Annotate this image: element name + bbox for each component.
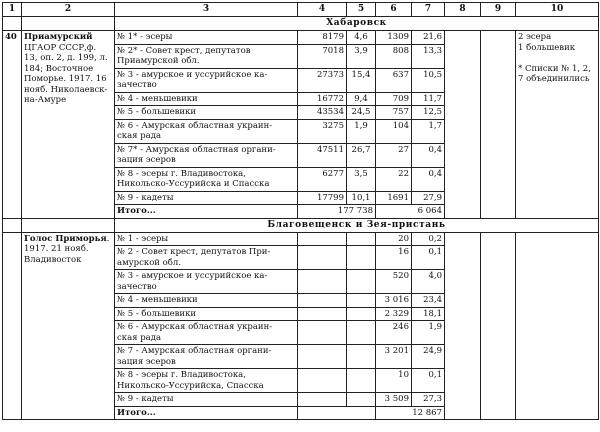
table-row bbox=[3, 232, 599, 246]
source-text: ЦГАОР СССР,ф. 13, оп. 2, д. 199, л. 184; Восточное Поморье. 1917. 16 нояб. Николаевск-на-Амуре bbox=[24, 42, 108, 105]
list-name: № 7 - Амурская областная органи- зация эсеров bbox=[115, 345, 298, 369]
header-cell: 10 bbox=[516, 3, 599, 17]
header-cell: 7 bbox=[412, 3, 445, 17]
votes-cell: 104 bbox=[376, 119, 412, 143]
votes-cell: 47511 bbox=[298, 143, 347, 167]
percent-cell: 18,1 bbox=[412, 307, 445, 321]
percent-cell: 1,9 bbox=[412, 321, 445, 345]
votes-cell: 6277 bbox=[298, 167, 347, 191]
total-votes: 12 867 bbox=[376, 406, 445, 420]
percent-cell: 4,0 bbox=[412, 270, 445, 294]
table-row bbox=[3, 31, 599, 45]
section-title-row bbox=[3, 218, 599, 232]
row-number bbox=[3, 232, 22, 420]
list-name: № 2* - Совет крест, депутатов Приамурской обл. bbox=[115, 44, 298, 68]
list-name: № 8 - эсеры г. Владивостока, Никольско-Уссурийска, Спасска bbox=[115, 369, 298, 393]
votes-cell: 246 bbox=[376, 321, 412, 345]
percent-cell: 0,2 bbox=[412, 232, 445, 246]
section-title: Благовещенск и Зея-пристань bbox=[115, 218, 599, 232]
percent-cell: 4,6 bbox=[347, 31, 376, 45]
votes-cell: 20 bbox=[376, 232, 412, 246]
votes-cell: 637 bbox=[376, 68, 412, 92]
votes-cell: 10 bbox=[376, 369, 412, 393]
header-cell: 6 bbox=[376, 3, 412, 17]
source-title: Приамурский bbox=[24, 32, 93, 42]
section-title: Хабаровск bbox=[115, 17, 599, 31]
list-name: № 5 - большевики bbox=[115, 307, 298, 321]
votes-cell: 16 bbox=[376, 246, 412, 270]
percent-cell: 0,4 bbox=[412, 143, 445, 167]
votes-cell: 808 bbox=[376, 44, 412, 68]
list-name: № 2 - Совет крест, депутатов При- амурской обл. bbox=[115, 246, 298, 270]
header-cell: 5 bbox=[347, 3, 376, 17]
list-name: № 9 - кадеты bbox=[115, 393, 298, 407]
votes-cell: 1691 bbox=[376, 191, 412, 205]
header-cell: 1 bbox=[3, 3, 22, 17]
list-name: № 4 - меньшевики bbox=[115, 294, 298, 308]
votes-cell: 17799 bbox=[298, 191, 347, 205]
header-cell: 4 bbox=[298, 3, 347, 17]
percent-cell: 1,9 bbox=[347, 119, 376, 143]
total-votes: 177 738 bbox=[298, 205, 376, 219]
percent-cell: 9,4 bbox=[347, 92, 376, 106]
percent-cell: 0,1 bbox=[412, 369, 445, 393]
election-results-table bbox=[2, 2, 599, 420]
section-title-row bbox=[3, 17, 599, 31]
percent-cell: 15,4 bbox=[347, 68, 376, 92]
total-label: Итого... bbox=[115, 406, 298, 420]
list-name: № 1* - эсеры bbox=[115, 31, 298, 45]
percent-cell: 0,4 bbox=[412, 167, 445, 191]
percent-cell: 27,9 bbox=[412, 191, 445, 205]
percent-cell: 27,3 bbox=[412, 393, 445, 407]
percent-cell: 10,1 bbox=[347, 191, 376, 205]
percent-cell: 12,5 bbox=[412, 106, 445, 120]
list-name: № 9 - кадеты bbox=[115, 191, 298, 205]
votes-cell: 709 bbox=[376, 92, 412, 106]
header-cell: 2 bbox=[22, 3, 115, 17]
list-name: № 6 - Амурская областная украин- ская рада bbox=[115, 321, 298, 345]
percent-cell: 11,7 bbox=[412, 92, 445, 106]
votes-cell: 27 bbox=[376, 143, 412, 167]
list-name: № 7* - Амурская областная органи- зация эсеров bbox=[115, 143, 298, 167]
percent-cell: 24,5 bbox=[347, 106, 376, 120]
votes-cell: 16772 bbox=[298, 92, 347, 106]
note-line: * Списки № 1, 2, 7 объединились bbox=[518, 63, 591, 84]
percent-cell: 13,3 bbox=[412, 44, 445, 68]
total-label: Итого... bbox=[115, 205, 298, 219]
percent-cell: 10,5 bbox=[412, 68, 445, 92]
source-cell bbox=[22, 31, 115, 219]
source-title: Голос Приморья bbox=[24, 233, 107, 244]
votes-cell: 8179 bbox=[298, 31, 347, 45]
percent-cell: 1,7 bbox=[412, 119, 445, 143]
list-name: № 3 - амурское и уссурийское ка- зачество bbox=[115, 68, 298, 92]
percent-cell: 3,5 bbox=[347, 167, 376, 191]
header-cell: 3 bbox=[115, 3, 298, 17]
votes-cell: 757 bbox=[376, 106, 412, 120]
source-text: 1917. 21 нояб. Владивосток bbox=[24, 244, 89, 265]
votes-cell: 3 016 bbox=[376, 294, 412, 308]
votes-cell: 27373 bbox=[298, 68, 347, 92]
list-name: № 5 - большевики bbox=[115, 106, 298, 120]
list-name: № 3 - амурское и уссурийское ка- зачество bbox=[115, 270, 298, 294]
votes-cell: 43534 bbox=[298, 106, 347, 120]
percent-cell: 26,7 bbox=[347, 143, 376, 167]
header-row bbox=[3, 3, 599, 17]
votes-cell: 520 bbox=[376, 270, 412, 294]
header-cell: 9 bbox=[481, 3, 516, 17]
percent-cell: 21,6 bbox=[412, 31, 445, 45]
total-votes: 6 064 bbox=[376, 205, 445, 219]
row-number: 40 bbox=[3, 31, 22, 219]
percent-cell: 0,1 bbox=[412, 246, 445, 270]
votes-cell: 3275 bbox=[298, 119, 347, 143]
source-cell: Голос Приморья. 1917. 21 нояб. Владивосток bbox=[22, 232, 115, 420]
percent-cell: 24,9 bbox=[412, 345, 445, 369]
notes-cell bbox=[516, 31, 599, 219]
list-name: № 6 - Амурская областная украин- ская рада bbox=[115, 119, 298, 143]
votes-cell: 2 329 bbox=[376, 307, 412, 321]
votes-cell: 7018 bbox=[298, 44, 347, 68]
votes-cell: 3 201 bbox=[376, 345, 412, 369]
votes-cell: 1309 bbox=[376, 31, 412, 45]
list-name: № 4 - меньшевики bbox=[115, 92, 298, 106]
header-cell: 8 bbox=[445, 3, 481, 17]
percent-cell: 23,4 bbox=[412, 294, 445, 308]
note-line: 2 эсера bbox=[518, 32, 552, 42]
percent-cell: 3,9 bbox=[347, 44, 376, 68]
list-name: № 1 - эсеры bbox=[115, 232, 298, 246]
note-line: 1 большевик bbox=[518, 42, 576, 53]
votes-cell: 3 509 bbox=[376, 393, 412, 407]
list-name: № 8 - эсеры г. Владивостока, Никольско-Уссурийска и Спасска bbox=[115, 167, 298, 191]
votes-cell: 22 bbox=[376, 167, 412, 191]
